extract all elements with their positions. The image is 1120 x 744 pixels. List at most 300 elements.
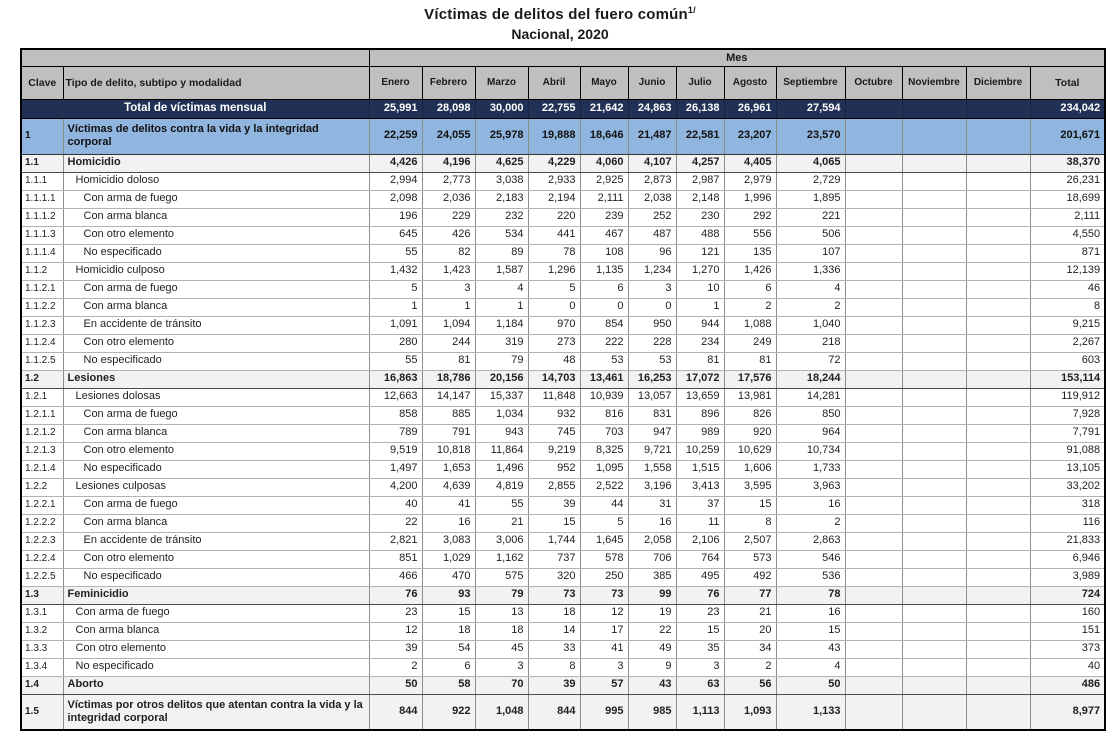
total-value-cell: 12,139	[1030, 262, 1105, 280]
month-value-cell	[902, 460, 966, 478]
month-value-cell	[902, 514, 966, 532]
month-value-cell: 16	[776, 496, 845, 514]
month-value-cell: 488	[676, 226, 724, 244]
month-value-cell: 15	[528, 514, 580, 532]
month-value-cell: 896	[676, 406, 724, 424]
month-value-cell: 19	[628, 604, 676, 622]
month-value-cell: 1,040	[776, 316, 845, 334]
month-value-cell: 1,048	[475, 694, 528, 730]
month-value-cell: 1,162	[475, 550, 528, 568]
month-value-cell: 25,991	[369, 99, 422, 118]
month-value-cell: 4,819	[475, 478, 528, 496]
month-value-cell: 789	[369, 424, 422, 442]
month-value-cell: 534	[475, 226, 528, 244]
month-value-cell	[845, 352, 902, 370]
month-value-cell: 5	[369, 280, 422, 298]
month-value-cell: 23	[369, 604, 422, 622]
month-value-cell: 2,773	[422, 172, 475, 190]
month-value-cell: 9,721	[628, 442, 676, 460]
table-row	[21, 496, 1105, 514]
table-row	[21, 99, 1105, 118]
row-label-cell: No especificado	[63, 244, 369, 262]
month-value-cell: 8	[724, 514, 776, 532]
month-value-cell: 76	[676, 586, 724, 604]
month-value-cell: 1,091	[369, 316, 422, 334]
month-value-cell: 1,234	[628, 262, 676, 280]
month-value-cell: 35	[676, 640, 724, 658]
column-header-row	[21, 66, 1105, 99]
month-value-cell	[966, 460, 1030, 478]
month-value-cell	[845, 622, 902, 640]
total-value-cell: 160	[1030, 604, 1105, 622]
month-value-cell: 995	[580, 694, 628, 730]
month-value-cell	[902, 442, 966, 460]
month-value-cell	[902, 424, 966, 442]
month-value-cell: 546	[776, 550, 845, 568]
month-value-cell: 10,939	[580, 388, 628, 406]
column-header-tipo: Tipo de delito, subtipo y modalidad	[63, 66, 369, 99]
month-value-cell: 2,183	[475, 190, 528, 208]
month-value-cell: 26,138	[676, 99, 724, 118]
month-value-cell	[966, 550, 1030, 568]
month-value-cell	[845, 568, 902, 586]
month-value-cell: 5	[528, 280, 580, 298]
month-value-cell: 920	[724, 424, 776, 442]
row-label-cell: Feminicidio	[63, 586, 369, 604]
row-label-cell: Con arma de fuego	[63, 406, 369, 424]
month-value-cell: 506	[776, 226, 845, 244]
month-value-cell: 1,432	[369, 262, 422, 280]
month-value-cell: 33	[528, 640, 580, 658]
month-value-cell: 320	[528, 568, 580, 586]
month-value-cell: 10,818	[422, 442, 475, 460]
month-value-cell: 3,413	[676, 478, 724, 496]
month-value-cell: 1,296	[528, 262, 580, 280]
row-label-cell: En accidente de tránsito	[63, 316, 369, 334]
clave-cell: 1.2.1.4	[21, 460, 63, 478]
month-value-cell: 55	[369, 244, 422, 262]
table-row	[21, 244, 1105, 262]
month-value-cell: 34	[724, 640, 776, 658]
month-value-cell: 536	[776, 568, 845, 586]
month-value-cell: 2,925	[580, 172, 628, 190]
month-value-cell: 56	[724, 676, 776, 694]
month-value-cell: 816	[580, 406, 628, 424]
month-value-cell: 41	[422, 496, 475, 514]
month-value-cell: 78	[528, 244, 580, 262]
month-value-cell: 22,755	[528, 99, 580, 118]
month-value-cell: 4,639	[422, 478, 475, 496]
month-value-cell	[845, 262, 902, 280]
row-label-cell: Con arma de fuego	[63, 190, 369, 208]
month-value-cell: 9	[628, 658, 676, 676]
month-value-cell: 25,978	[475, 118, 528, 154]
column-header-month-1: Enero	[369, 66, 422, 99]
table-row	[21, 442, 1105, 460]
month-value-cell: 16,863	[369, 370, 422, 388]
month-value-cell: 12	[580, 604, 628, 622]
clave-cell: 1.1.1.2	[21, 208, 63, 226]
month-value-cell: 8,325	[580, 442, 628, 460]
total-value-cell: 871	[1030, 244, 1105, 262]
month-value-cell: 4,200	[369, 478, 422, 496]
month-value-cell: 737	[528, 550, 580, 568]
total-value-cell: 46	[1030, 280, 1105, 298]
total-value-cell: 7,791	[1030, 424, 1105, 442]
month-value-cell: 13,057	[628, 388, 676, 406]
clave-cell: 1.2.2	[21, 478, 63, 496]
month-value-cell: 16	[628, 514, 676, 532]
month-value-cell	[845, 406, 902, 424]
month-value-cell: 196	[369, 208, 422, 226]
row-label-cell: Víctimas de delitos contra la vida y la integridad corporal	[63, 118, 369, 154]
table-row	[21, 226, 1105, 244]
month-value-cell: 844	[528, 694, 580, 730]
month-value-cell: 21	[724, 604, 776, 622]
month-value-cell: 21,642	[580, 99, 628, 118]
clave-cell: 1.2.2.4	[21, 550, 63, 568]
month-value-cell: 18	[475, 622, 528, 640]
column-header-month-12: Diciembre	[966, 66, 1030, 99]
month-value-cell: 944	[676, 316, 724, 334]
month-value-cell: 1,515	[676, 460, 724, 478]
month-value-cell	[966, 226, 1030, 244]
month-value-cell: 53	[628, 352, 676, 370]
month-value-cell	[966, 514, 1030, 532]
table-row	[21, 316, 1105, 334]
month-value-cell: 1,094	[422, 316, 475, 334]
clave-cell: 1.3	[21, 586, 63, 604]
month-value-cell: 39	[528, 676, 580, 694]
row-label-cell: Con arma de fuego	[63, 604, 369, 622]
month-value-cell	[966, 604, 1030, 622]
month-value-cell: 77	[724, 586, 776, 604]
row-label-cell: No especificado	[63, 352, 369, 370]
total-value-cell: 116	[1030, 514, 1105, 532]
month-value-cell: 1,606	[724, 460, 776, 478]
month-value-cell: 950	[628, 316, 676, 334]
month-value-cell: 703	[580, 424, 628, 442]
table-row	[21, 172, 1105, 190]
month-value-cell	[902, 370, 966, 388]
table-row	[21, 658, 1105, 676]
month-value-cell: 250	[580, 568, 628, 586]
month-value-cell: 17	[580, 622, 628, 640]
month-value-cell	[845, 676, 902, 694]
clave-cell: 1	[21, 118, 63, 154]
month-value-cell: 17,576	[724, 370, 776, 388]
clave-cell: 1.1.2.1	[21, 280, 63, 298]
table-row	[21, 604, 1105, 622]
month-value-cell: 40	[369, 496, 422, 514]
row-label-cell: Con arma blanca	[63, 514, 369, 532]
month-value-cell: 3	[475, 658, 528, 676]
total-value-cell: 486	[1030, 676, 1105, 694]
month-value-cell	[966, 172, 1030, 190]
month-value-cell: 1,587	[475, 262, 528, 280]
month-value-cell	[845, 658, 902, 676]
month-value-cell: 21	[475, 514, 528, 532]
month-value-cell: 970	[528, 316, 580, 334]
clave-cell: 1.3.1	[21, 604, 63, 622]
month-value-cell: 1	[422, 298, 475, 316]
month-value-cell: 1,645	[580, 532, 628, 550]
month-value-cell: 3	[628, 280, 676, 298]
month-value-cell: 55	[475, 496, 528, 514]
month-value-cell: 1,133	[776, 694, 845, 730]
month-value-cell: 645	[369, 226, 422, 244]
clave-cell: 1.3.4	[21, 658, 63, 676]
month-value-cell: 2,987	[676, 172, 724, 190]
month-value-cell: 844	[369, 694, 422, 730]
table-row	[21, 478, 1105, 496]
row-label-cell: Lesiones	[63, 370, 369, 388]
table-row	[21, 334, 1105, 352]
total-value-cell: 26,231	[1030, 172, 1105, 190]
month-value-cell: 943	[475, 424, 528, 442]
month-value-cell: 96	[628, 244, 676, 262]
month-value-cell: 4	[776, 658, 845, 676]
total-value-cell: 151	[1030, 622, 1105, 640]
month-value-cell	[902, 658, 966, 676]
total-value-cell: 13,105	[1030, 460, 1105, 478]
table-row	[21, 208, 1105, 226]
month-value-cell: 1,996	[724, 190, 776, 208]
month-value-cell	[902, 352, 966, 370]
total-value-cell: 373	[1030, 640, 1105, 658]
month-value-cell	[966, 442, 1030, 460]
month-value-cell	[902, 388, 966, 406]
month-value-cell	[966, 388, 1030, 406]
total-value-cell: 38,370	[1030, 154, 1105, 172]
month-value-cell	[845, 694, 902, 730]
month-value-cell: 22	[369, 514, 422, 532]
month-value-cell	[902, 226, 966, 244]
month-value-cell: 3,595	[724, 478, 776, 496]
clave-cell: 1.1.2.5	[21, 352, 63, 370]
month-value-cell: 1,184	[475, 316, 528, 334]
month-value-cell: 89	[475, 244, 528, 262]
month-value-cell: 20	[724, 622, 776, 640]
month-value-cell: 1	[676, 298, 724, 316]
month-value-cell: 70	[475, 676, 528, 694]
month-value-cell: 222	[580, 334, 628, 352]
month-value-cell: 43	[628, 676, 676, 694]
month-value-cell: 26,961	[724, 99, 776, 118]
month-value-cell: 4,065	[776, 154, 845, 172]
month-value-cell: 5	[580, 514, 628, 532]
month-value-cell	[902, 568, 966, 586]
month-value-cell: 1,270	[676, 262, 724, 280]
table-row	[21, 550, 1105, 568]
clave-cell: 1.1.1.1	[21, 190, 63, 208]
row-label-cell: No especificado	[63, 460, 369, 478]
month-value-cell	[845, 244, 902, 262]
clave-cell: 1.3.2	[21, 622, 63, 640]
month-value-cell: 556	[724, 226, 776, 244]
month-value-cell: 13,981	[724, 388, 776, 406]
month-value-cell	[966, 586, 1030, 604]
month-value-cell	[845, 298, 902, 316]
header-corner-cell	[21, 49, 369, 66]
month-value-cell: 82	[422, 244, 475, 262]
month-value-cell	[966, 406, 1030, 424]
month-value-cell: 15	[724, 496, 776, 514]
total-value-cell: 234,042	[1030, 99, 1105, 118]
month-value-cell: 4,625	[475, 154, 528, 172]
total-value-cell: 724	[1030, 586, 1105, 604]
month-value-cell	[845, 370, 902, 388]
month-value-cell: 858	[369, 406, 422, 424]
total-value-cell: 40	[1030, 658, 1105, 676]
month-value-cell: 135	[724, 244, 776, 262]
month-value-cell	[902, 478, 966, 496]
row-label-cell: Con arma blanca	[63, 208, 369, 226]
month-value-cell	[966, 298, 1030, 316]
month-value-cell: 3	[422, 280, 475, 298]
month-value-cell: 11,848	[528, 388, 580, 406]
month-value-cell: 922	[422, 694, 475, 730]
month-value-cell: 1,426	[724, 262, 776, 280]
month-value-cell: 14	[528, 622, 580, 640]
month-value-cell: 218	[776, 334, 845, 352]
month-value-cell: 23,570	[776, 118, 845, 154]
month-value-cell	[845, 442, 902, 460]
month-value-cell	[966, 262, 1030, 280]
table-row	[21, 118, 1105, 154]
month-value-cell: 39	[528, 496, 580, 514]
total-value-cell: 7,928	[1030, 406, 1105, 424]
month-value-cell: 573	[724, 550, 776, 568]
column-header-month-8: Agosto	[724, 66, 776, 99]
month-value-cell: 2,994	[369, 172, 422, 190]
month-value-cell: 2,106	[676, 532, 724, 550]
column-header-month-9: Septiembre	[776, 66, 845, 99]
month-value-cell	[966, 640, 1030, 658]
month-value-cell: 50	[369, 676, 422, 694]
month-value-cell	[966, 352, 1030, 370]
total-value-cell: 6,946	[1030, 550, 1105, 568]
month-value-cell	[902, 622, 966, 640]
month-value-cell: 244	[422, 334, 475, 352]
month-value-cell	[902, 190, 966, 208]
month-value-cell	[845, 532, 902, 550]
column-header-month-4: Abril	[528, 66, 580, 99]
table-row	[21, 640, 1105, 658]
month-value-cell: 831	[628, 406, 676, 424]
month-value-cell: 93	[422, 586, 475, 604]
month-value-cell: 3,083	[422, 532, 475, 550]
month-value-cell: 2,933	[528, 172, 580, 190]
month-value-cell	[966, 496, 1030, 514]
month-value-cell	[902, 298, 966, 316]
month-value-cell: 0	[628, 298, 676, 316]
month-value-cell: 11	[676, 514, 724, 532]
month-value-cell	[966, 694, 1030, 730]
clave-cell: 1.1.1.3	[21, 226, 63, 244]
month-value-cell: 15	[422, 604, 475, 622]
month-value-cell: 230	[676, 208, 724, 226]
report-table	[20, 48, 1106, 731]
month-value-cell	[902, 496, 966, 514]
month-value-cell: 57	[580, 676, 628, 694]
total-value-cell: 91,088	[1030, 442, 1105, 460]
month-value-cell	[902, 118, 966, 154]
month-value-cell: 249	[724, 334, 776, 352]
month-value-cell: 470	[422, 568, 475, 586]
month-value-cell: 14,147	[422, 388, 475, 406]
month-value-cell: 1,029	[422, 550, 475, 568]
title-block	[0, 5, 1120, 42]
month-value-cell: 4,196	[422, 154, 475, 172]
month-value-cell: 4,229	[528, 154, 580, 172]
row-label-cell: Homicidio doloso	[63, 172, 369, 190]
month-value-cell: 18,646	[580, 118, 628, 154]
month-value-cell	[845, 280, 902, 298]
month-value-cell	[966, 280, 1030, 298]
column-header-month-2: Febrero	[422, 66, 475, 99]
month-value-cell: 932	[528, 406, 580, 424]
month-value-cell: 791	[422, 424, 475, 442]
row-label-cell: Homicidio	[63, 154, 369, 172]
month-value-cell: 3	[676, 658, 724, 676]
month-value-cell: 108	[580, 244, 628, 262]
month-value-cell: 81	[676, 352, 724, 370]
table-row	[21, 298, 1105, 316]
total-value-cell: 33,202	[1030, 478, 1105, 496]
month-value-cell: 4,257	[676, 154, 724, 172]
month-value-cell: 467	[580, 226, 628, 244]
month-value-cell: 578	[580, 550, 628, 568]
month-value-cell: 3	[580, 658, 628, 676]
clave-cell: 1.2.1	[21, 388, 63, 406]
month-value-cell: 234	[676, 334, 724, 352]
month-value-cell: 1,744	[528, 532, 580, 550]
month-value-cell	[845, 190, 902, 208]
table-row	[21, 694, 1105, 730]
month-value-cell	[966, 334, 1030, 352]
page-title-text: Víctimas de delitos del fuero común	[424, 6, 688, 23]
month-value-cell: 1,088	[724, 316, 776, 334]
month-value-cell: 15	[676, 622, 724, 640]
month-value-cell: 1,113	[676, 694, 724, 730]
total-value-cell: 201,671	[1030, 118, 1105, 154]
month-value-cell	[902, 208, 966, 226]
month-value-cell: 6	[580, 280, 628, 298]
month-value-cell: 0	[580, 298, 628, 316]
clave-cell: 1.1.2.4	[21, 334, 63, 352]
month-value-cell: 1,496	[475, 460, 528, 478]
row-label-cell: Con arma blanca	[63, 622, 369, 640]
total-value-cell: 153,114	[1030, 370, 1105, 388]
total-value-cell: 8,977	[1030, 694, 1105, 730]
month-value-cell	[966, 190, 1030, 208]
month-value-cell	[966, 676, 1030, 694]
month-value-cell	[966, 532, 1030, 550]
month-value-cell: 58	[422, 676, 475, 694]
month-value-cell	[966, 658, 1030, 676]
month-value-cell: 1,336	[776, 262, 845, 280]
month-value-cell	[845, 586, 902, 604]
clave-cell: 1.2.1.1	[21, 406, 63, 424]
month-value-cell: 4	[475, 280, 528, 298]
month-value-cell	[845, 604, 902, 622]
clave-cell: 1.4	[21, 676, 63, 694]
month-value-cell: 947	[628, 424, 676, 442]
month-value-cell: 2,979	[724, 172, 776, 190]
month-value-cell: 22	[628, 622, 676, 640]
month-value-cell: 27,594	[776, 99, 845, 118]
